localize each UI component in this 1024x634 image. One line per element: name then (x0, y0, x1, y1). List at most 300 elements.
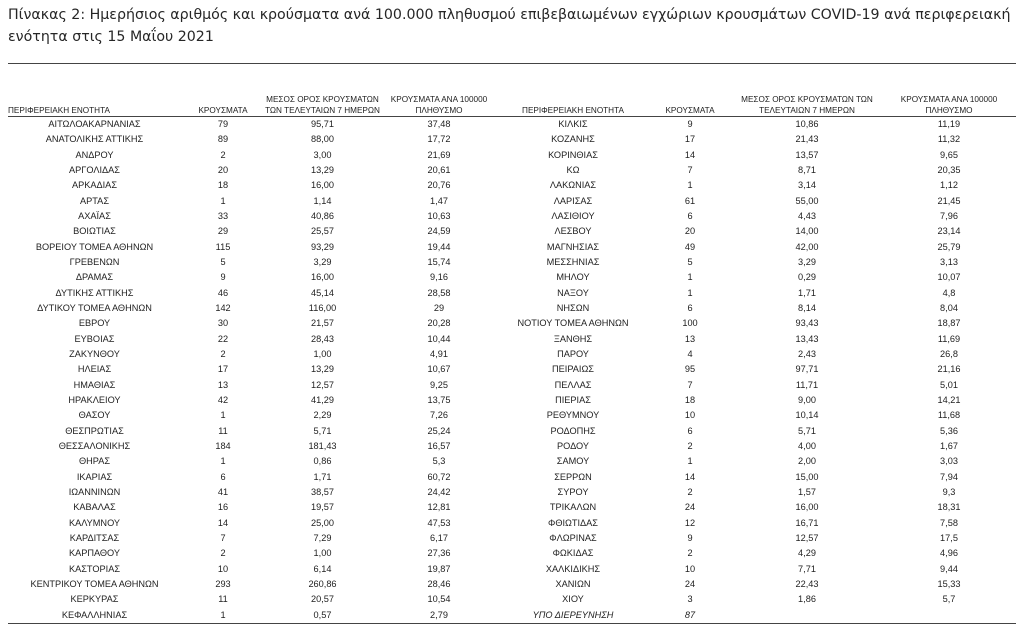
right-avg7-cell: 1,57 (798, 487, 816, 498)
right-cases-cell: 5 (687, 257, 693, 268)
left-avg7-cell: 16,00 (311, 272, 334, 283)
right-region-cell: ΜΑΓΝΗΣΙΑΣ (546, 241, 600, 252)
left-per100k-cell: 29 (433, 303, 445, 314)
left-avg7-cell: 13,29 (311, 165, 334, 176)
left-per100k-cell: 10,67 (427, 364, 451, 375)
table-row (8, 500, 1016, 515)
table-row (8, 577, 1016, 592)
right-avg7-cell: 2,43 (798, 349, 816, 360)
left-per100k-cell: 1,47 (430, 195, 448, 206)
right-cases-cell: 9 (687, 119, 693, 130)
left-avg7-cell: 12,57 (311, 379, 334, 390)
right-avg7-cell: 21,43 (795, 134, 819, 145)
right-cases-cell: 17 (684, 134, 696, 145)
right-cases-cell: 10 (684, 410, 696, 421)
left-region-cell: ΗΛΕΙΑΣ (77, 364, 112, 375)
right-region-cell: ΠΑΡΟΥ (557, 349, 589, 360)
left-cases-cell: 20 (217, 165, 229, 176)
right-region-cell: ΝΗΣΩΝ (556, 303, 590, 314)
left-cases-cell: 33 (217, 211, 229, 222)
left-per100k-cell: 9,16 (430, 272, 448, 283)
left-per100k-cell: 37,48 (427, 119, 451, 130)
left-per100k-cell: 28,58 (427, 287, 451, 298)
left-cases-cell: 1 (220, 410, 226, 421)
left-avg7-cell: 19,57 (311, 502, 334, 513)
right-cases-cell: 49 (684, 241, 696, 252)
left-avg7-cell: 116,00 (308, 303, 337, 314)
right-region-cell: ΣΑΜΟΥ (556, 456, 590, 467)
right-cases-cell: 3 (687, 594, 693, 605)
right-per100k-cell: 1,12 (940, 180, 958, 191)
right-avg7-cell: 8,14 (798, 303, 816, 314)
right-per100k-cell: 17,5 (940, 533, 958, 544)
left-avg7-cell: 3,29 (313, 257, 332, 268)
right-region-cell: ΡΟΔΟΠΗΣ (550, 425, 596, 436)
right-per100k-cell: 5,7 (942, 594, 956, 605)
left-avg7-cell: 3,00 (313, 149, 332, 160)
left-region-cell: ΑΡΓΟΛΙΔΑΣ (69, 165, 120, 176)
left-per100k-cell: 20,61 (427, 165, 451, 176)
right-region-cell: ΣΥΡΟΥ (557, 487, 589, 498)
left-region-cell: ΚΑΛΥΜΝΟΥ (68, 517, 121, 528)
header-per100k-right: ΚΡΟΥΣΜΑΤΑ ΑΝΑ 100000 ΠΛΗΘΥΣΜΟ (882, 73, 1016, 117)
left-region-cell: ΘΗΡΑΣ (78, 456, 111, 467)
right-avg7-cell (732, 608, 882, 624)
right-per100k-cell: 7,94 (940, 471, 958, 482)
table-row (8, 378, 1016, 393)
header-per100k-left: ΚΡΟΥΣΜΑΤΑ ΑΝΑ 100000 ΠΛΗΘΥΣΜΟ (380, 73, 498, 117)
left-avg7-cell: 25,00 (311, 517, 334, 528)
table-row (8, 592, 1016, 607)
left-cases-cell: 1 (181, 608, 265, 624)
right-per100k-cell: 10,07 (937, 272, 961, 283)
right-avg7-cell: 2,00 (798, 456, 816, 467)
table-row (8, 117, 1016, 133)
left-region-cell: ΘΕΣΠΡΩΤΙΑΣ (65, 425, 124, 436)
right-avg7-cell: 4,43 (798, 211, 816, 222)
left-per100k-cell: 25,24 (427, 425, 451, 436)
left-region-cell: ΚΑΣΤΟΡΙΑΣ (68, 563, 120, 574)
top-rule (8, 63, 1016, 64)
right-region-cell: ΠΕΙΡΑΙΩΣ (552, 364, 594, 375)
table-row (8, 562, 1016, 577)
right-cases-cell: 9 (687, 533, 693, 544)
table-row (8, 393, 1016, 408)
right-per100k-cell: 18,31 (937, 502, 961, 513)
left-cases-cell: 1 (220, 195, 226, 206)
left-avg7-cell: 40,86 (311, 211, 334, 222)
right-region-cell: ΠΙΕΡΙΑΣ (555, 395, 591, 406)
left-avg7-cell: 6,14 (313, 563, 332, 574)
right-cases-cell: 18 (684, 395, 696, 406)
header-avg7-left: ΜΕΣΟΣ ΟΡΟΣ ΚΡΟΥΣΜΑΤΩΝ ΤΩΝ ΤΕΛΕΥΤΑΙΩΝ 7 ΗΜΕΡΩΝ (265, 73, 380, 117)
right-per100k-cell: 3,13 (940, 257, 958, 268)
right-per100k-cell: 21,45 (937, 195, 961, 206)
right-per100k-cell: 9,65 (940, 149, 958, 160)
left-per100k-cell: 24,59 (427, 226, 451, 237)
right-region-cell: ΣΕΡΡΩΝ (554, 471, 592, 482)
right-per100k-cell (882, 608, 1016, 624)
header-region-left: ΠΕΡΙΦΕΡΕΙΑΚΗ ΕΝΟΤΗΤΑ (8, 73, 181, 117)
left-cases-cell: 5 (220, 257, 226, 268)
left-cases-cell: 10 (217, 563, 229, 574)
right-avg7-cell: 16,00 (795, 502, 819, 513)
right-cases-cell: 7 (687, 379, 693, 390)
right-per100k-cell: 11,19 (937, 119, 961, 130)
left-cases-cell: 9 (220, 272, 226, 283)
left-cases-cell: 79 (217, 119, 229, 130)
left-cases-cell: 16 (217, 502, 229, 513)
left-avg7-cell: 1,00 (313, 349, 332, 360)
right-cases-cell: 13 (684, 333, 696, 344)
right-cases-cell: 14 (684, 149, 696, 160)
table-row (8, 178, 1016, 193)
left-avg7-cell: 1,71 (313, 471, 332, 482)
header-row (8, 73, 1016, 117)
left-region-cell: ΚΕΡΚΥΡΑΣ (70, 594, 119, 605)
left-region-cell: ΖΑΚΥΝΘΟΥ (69, 349, 120, 360)
left-region-cell: ΔΥΤΙΚΗΣ ΑΤΤΙΚΗΣ (55, 287, 134, 298)
right-cases-cell: 24 (684, 502, 696, 513)
right-avg7-cell: 42,00 (795, 241, 819, 252)
left-per100k-cell: 6,17 (430, 533, 448, 544)
right-cases-cell: 6 (687, 303, 693, 314)
left-avg7-cell: 0,86 (313, 456, 332, 467)
right-per100k-cell: 20,35 (937, 165, 961, 176)
right-cases-cell: 100 (682, 318, 698, 329)
left-cases-cell: 11 (218, 594, 228, 605)
left-avg7-cell: 1,00 (313, 548, 332, 559)
right-region-cell: ΚΩ (566, 165, 580, 176)
right-region-cell: ΜΗΛΟΥ (556, 272, 590, 283)
left-per100k-cell: 27,36 (427, 548, 451, 559)
left-region-cell: ΘΑΣΟΥ (78, 410, 111, 421)
left-avg7-cell: 38,57 (311, 487, 334, 498)
left-cases-cell: 14 (217, 517, 229, 528)
right-region-cell: ΚΙΛΚΙΣ (558, 119, 588, 130)
table-row (8, 255, 1016, 270)
left-region-cell: ΗΡΑΚΛΕΙΟΥ (68, 395, 121, 406)
left-cases-cell: 11 (218, 425, 228, 436)
left-per100k-cell: 19,87 (427, 563, 451, 574)
left-per100k-cell: 17,72 (427, 134, 451, 145)
right-per100k-cell: 11,32 (937, 134, 961, 145)
left-cases-cell: 17 (217, 364, 229, 375)
left-per100k-cell: 20,76 (427, 180, 451, 191)
left-avg7-cell: 2,29 (313, 410, 332, 421)
right-region-cell: ΠΕΛΛΑΣ (554, 379, 592, 390)
right-region-cell: ΛΑΚΩΝΙΑΣ (549, 180, 597, 191)
left-region-cell: ΙΩΑΝΝΙΝΩΝ (68, 487, 121, 498)
left-region-cell: ΔΥΤΙΚΟΥ ΤΟΜΕΑ ΑΘΗΝΩΝ (37, 303, 152, 314)
left-cases-cell: 184 (215, 441, 231, 452)
right-avg7-cell: 13,57 (795, 149, 819, 160)
right-cases-cell: 10 (684, 563, 696, 574)
right-region-cell: ΞΑΝΘΗΣ (553, 333, 593, 344)
right-cases-cell: 95 (684, 364, 696, 375)
right-region-cell: ΝΟΤΙΟΥ ΤΟΜΕΑ ΑΘΗΝΩΝ (517, 318, 629, 329)
right-avg7-cell: 11,71 (795, 379, 819, 390)
left-avg7-cell: 16,00 (311, 180, 334, 191)
right-avg7-cell: 0,29 (798, 272, 816, 283)
left-cases-cell: 2 (220, 349, 226, 360)
right-region-cell: ΛΑΡΙΣΑΣ (553, 195, 593, 206)
left-avg7-cell: 21,57 (311, 318, 334, 329)
right-per100k-cell: 21,16 (937, 364, 961, 375)
left-per100k-cell: 10,54 (427, 594, 451, 605)
left-per100k-cell: 13,75 (427, 395, 451, 406)
right-avg7-cell: 4,00 (798, 441, 816, 452)
left-avg7-cell: 7,29 (313, 533, 332, 544)
right-avg7-cell: 14,00 (795, 226, 819, 237)
right-avg7-cell: 1,86 (798, 594, 816, 605)
right-avg7-cell: 10,14 (795, 410, 819, 421)
right-region-cell: ΚΟΖΑΝΗΣ (551, 134, 595, 145)
table-row (8, 224, 1016, 239)
left-avg7-cell: 13,29 (311, 364, 334, 375)
table-row (8, 286, 1016, 301)
right-per100k-cell: 4,96 (940, 548, 958, 559)
left-cases-cell: 6 (220, 471, 226, 482)
right-avg7-cell: 97,71 (795, 364, 819, 375)
right-region-cell: ΝΑΞΟΥ (557, 287, 589, 298)
right-per100k-cell: 11,69 (937, 333, 961, 344)
left-avg7-cell: 28,43 (311, 333, 334, 344)
table-body (8, 117, 1016, 624)
right-per100k-cell: 7,58 (940, 517, 958, 528)
right-per100k-cell: 1,67 (940, 441, 958, 452)
table-row (8, 316, 1016, 331)
right-cases-cell: 14 (684, 471, 696, 482)
right-per100k-cell: 9,44 (940, 563, 958, 574)
table-row (8, 132, 1016, 147)
right-region-cell: ΚΟΡΙΝΘΙΑΣ (548, 149, 598, 160)
header-avg7-right: ΜΕΣΟΣ ΟΡΟΣ ΚΡΟΥΣΜΑΤΩΝ ΤΩΝ ΤΕΛΕΥΤΑΙΩΝ 7 ΗΜΕΡΩΝ (732, 73, 882, 117)
table-row (8, 424, 1016, 439)
left-cases-cell: 18 (217, 180, 229, 191)
left-per100k-cell: 2,79 (380, 608, 498, 624)
right-per100k-cell: 14,21 (937, 395, 961, 406)
table-title: Πίνακας 2: Ημερήσιος αριθμός και κρούσματα ανά 100.000 πληθυσμού επιβεβαιωμένων εγχώριων κρουσμάτων COVID-19 ανά περιφερειακή ενότητα στις 15 Μαΐου 2021 (8, 7, 1011, 45)
left-per100k-cell: 47,53 (427, 517, 451, 528)
left-region-cell: ΑΡΤΑΣ (80, 195, 109, 206)
left-region-cell: ΗΜΑΘΙΑΣ (73, 379, 116, 390)
left-region-cell: ΒΟΡΕΙΟΥ ΤΟΜΕΑ ΑΘΗΝΩΝ (35, 241, 154, 252)
left-region-cell: ΑΧΑΪΑΣ (78, 211, 111, 222)
right-per100k-cell: 9,3 (942, 487, 956, 498)
left-region-cell: ΚΑΡΔΙΤΣΑΣ (69, 533, 120, 544)
left-avg7-cell: 1,14 (313, 195, 332, 206)
left-region-cell: ΑΝΑΤΟΛΙΚΗΣ ΑΤΤΙΚΗΣ (45, 134, 144, 145)
left-region-cell: ΚΑΒΑΛΑΣ (73, 502, 116, 513)
right-cases-cell: 1 (687, 287, 693, 298)
right-region-cell: ΛΕΣΒΟΥ (554, 226, 592, 237)
table-row (8, 531, 1016, 546)
left-cases-cell: 2 (220, 149, 226, 160)
right-region-cell: ΦΘΙΩΤΙΔΑΣ (547, 517, 598, 528)
right-region-cell: ΦΛΩΡΙΝΑΣ (549, 533, 597, 544)
left-cases-cell: 46 (217, 287, 229, 298)
left-avg7-cell: 181,43 (308, 441, 337, 452)
left-region-cell: ΙΚΑΡΙΑΣ (76, 471, 113, 482)
right-cases-cell: 1 (687, 456, 693, 467)
table-row (8, 347, 1016, 362)
table-row (8, 301, 1016, 316)
right-cases-cell: 6 (687, 425, 693, 436)
left-per100k-cell: 7,26 (430, 410, 448, 421)
right-avg7-cell: 5,71 (798, 425, 816, 436)
table-row (8, 270, 1016, 285)
left-cases-cell: 41 (217, 487, 229, 498)
left-avg7-cell: 41,29 (311, 395, 334, 406)
header-cases-right: ΚΡΟΥΣΜΑΤΑ (648, 73, 732, 117)
right-avg7-cell: 3,14 (798, 180, 816, 191)
left-region-cell: ΑΙΤΩΛΟΑΚΑΡΝΑΝΙΑΣ (48, 119, 141, 130)
right-cases-cell: 2 (687, 487, 693, 498)
right-region-cell: ΜΕΣΣΗΝΙΑΣ (546, 257, 600, 268)
right-cases-cell: 2 (687, 441, 693, 452)
right-per100k-cell: 5,01 (940, 379, 958, 390)
left-avg7-cell: 93,29 (311, 241, 334, 252)
right-cases-cell: 24 (684, 579, 696, 589)
right-avg7-cell: 1,71 (798, 287, 816, 298)
right-region-cell: ΧΙΟΥ (562, 594, 584, 605)
right-cases-cell: 61 (684, 195, 696, 206)
left-avg7-cell: 88,00 (311, 134, 334, 145)
right-cases-cell: 4 (687, 349, 693, 360)
left-per100k-cell: 5,3 (432, 456, 446, 467)
right-per100k-cell: 4,8 (942, 287, 956, 298)
left-cases-cell: 89 (217, 134, 229, 145)
right-per100k-cell: 7,96 (940, 211, 958, 222)
table-row (8, 194, 1016, 209)
left-region-cell: ΚΕΝΤΡΙΚΟΥ ΤΟΜΕΑ ΑΘΗΝΩΝ (30, 579, 159, 589)
left-avg7-cell: 5,71 (313, 425, 332, 436)
table-row (8, 163, 1016, 178)
right-avg7-cell: 9,00 (798, 395, 816, 406)
left-avg7-cell: 20,57 (311, 594, 334, 605)
left-cases-cell: 1 (220, 456, 226, 467)
left-per100k-cell: 4,91 (430, 349, 448, 360)
left-region-cell: ΘΕΣΣΑΛΟΝΙΚΗΣ (58, 441, 131, 452)
left-cases-cell: 29 (217, 226, 229, 237)
right-per100k-cell: 3,03 (940, 456, 958, 467)
right-per100k-cell: 26,8 (940, 349, 958, 360)
right-avg7-cell: 22,43 (795, 579, 819, 589)
left-cases-cell: 7 (220, 533, 226, 544)
left-cases-cell: 142 (215, 303, 231, 314)
left-region-cell: ΔΡΑΜΑΣ (75, 272, 114, 283)
left-region-cell: ΑΡΚΑΔΙΑΣ (71, 180, 117, 191)
header-region-right: ΠΕΡΙΦΕΡΕΙΑΚΗ ΕΝΟΤΗΤΑ (498, 73, 648, 117)
table-row (8, 470, 1016, 485)
table-row (8, 516, 1016, 531)
right-avg7-cell: 4,29 (798, 548, 816, 559)
left-region-cell: ΚΑΡΠΑΘΟΥ (68, 548, 121, 559)
right-per100k-cell: 25,79 (937, 241, 961, 252)
table-row (8, 454, 1016, 469)
left-region-cell: ΑΝΔΡΟΥ (75, 149, 114, 160)
right-region-cell: ΥΠΟ ΔΙΕΡΕΥΝΗΣΗ (498, 608, 648, 624)
table-row (8, 240, 1016, 255)
left-per100k-cell: 60,72 (427, 471, 451, 482)
right-avg7-cell: 55,00 (795, 195, 819, 206)
left-per100k-cell: 16,57 (427, 441, 451, 452)
left-per100k-cell: 15,74 (427, 257, 451, 268)
right-region-cell: ΧΑΝΙΩΝ (555, 579, 591, 589)
left-cases-cell: 22 (217, 333, 229, 344)
right-region-cell: ΡΕΘΥΜΝΟΥ (546, 410, 600, 421)
left-per100k-cell: 28,46 (427, 579, 451, 589)
left-per100k-cell: 19,44 (427, 241, 451, 252)
left-per100k-cell: 9,25 (430, 379, 448, 390)
left-avg7-cell: 260,86 (308, 579, 337, 589)
right-region-cell: ΦΩΚΙΔΑΣ (552, 548, 594, 559)
right-region-cell: ΡΟΔΟΥ (556, 441, 589, 452)
left-per100k-cell: 12,81 (427, 502, 451, 513)
left-region-cell: ΕΒΡΟΥ (78, 318, 111, 329)
right-per100k-cell: 11,68 (937, 410, 961, 421)
left-per100k-cell: 10,63 (427, 211, 451, 222)
right-per100k-cell: 15,33 (937, 579, 961, 589)
right-avg7-cell: 8,71 (798, 165, 816, 176)
table-row (8, 148, 1016, 163)
left-cases-cell: 13 (217, 379, 229, 390)
left-per100k-cell: 20,28 (427, 318, 451, 329)
right-avg7-cell: 3,29 (798, 257, 816, 268)
right-cases-cell: 2 (687, 548, 693, 559)
right-avg7-cell: 7,71 (798, 563, 816, 574)
left-region-cell: ΓΡΕΒΕΝΩΝ (69, 257, 120, 268)
right-cases-cell: 12 (684, 517, 696, 528)
table-row (8, 362, 1016, 377)
table-row (8, 546, 1016, 561)
right-cases-cell: 7 (687, 165, 693, 176)
left-region-cell: ΚΕΦΑΛΛΗΝΙΑΣ (8, 608, 181, 624)
covid-cases-table (8, 73, 1016, 624)
left-per100k-cell: 21,69 (427, 149, 451, 160)
left-avg7-cell: 0,57 (265, 608, 380, 624)
right-cases-cell: 20 (684, 226, 696, 237)
left-cases-cell: 115 (215, 241, 231, 252)
table-row (8, 608, 1016, 624)
right-avg7-cell: 15,00 (795, 471, 819, 482)
table-row (8, 332, 1016, 347)
table-row (8, 485, 1016, 500)
right-region-cell: ΛΑΣΙΘΙΟΥ (551, 211, 595, 222)
left-avg7-cell: 45,14 (311, 287, 334, 298)
right-avg7-cell: 12,57 (795, 533, 819, 544)
right-region-cell: ΤΡΙΚΑΛΩΝ (549, 502, 597, 513)
right-avg7-cell: 10,86 (795, 119, 819, 130)
table-row (8, 209, 1016, 224)
left-region-cell: ΒΟΙΩΤΙΑΣ (73, 226, 116, 237)
right-avg7-cell: 16,71 (795, 517, 819, 528)
left-cases-cell: 42 (217, 395, 229, 406)
right-per100k-cell: 5,36 (940, 425, 958, 436)
left-per100k-cell: 10,44 (427, 333, 451, 344)
right-cases-cell: 6 (687, 211, 693, 222)
right-cases-cell: 1 (687, 272, 693, 283)
table-row (8, 439, 1016, 454)
right-per100k-cell: 18,87 (937, 318, 961, 329)
table-row (8, 408, 1016, 423)
left-cases-cell: 293 (215, 579, 231, 589)
right-cases-cell: 87 (648, 608, 732, 624)
right-per100k-cell: 8,04 (940, 303, 958, 314)
left-region-cell: ΕΥΒΟΙΑΣ (74, 333, 115, 344)
left-per100k-cell: 24,42 (427, 487, 451, 498)
